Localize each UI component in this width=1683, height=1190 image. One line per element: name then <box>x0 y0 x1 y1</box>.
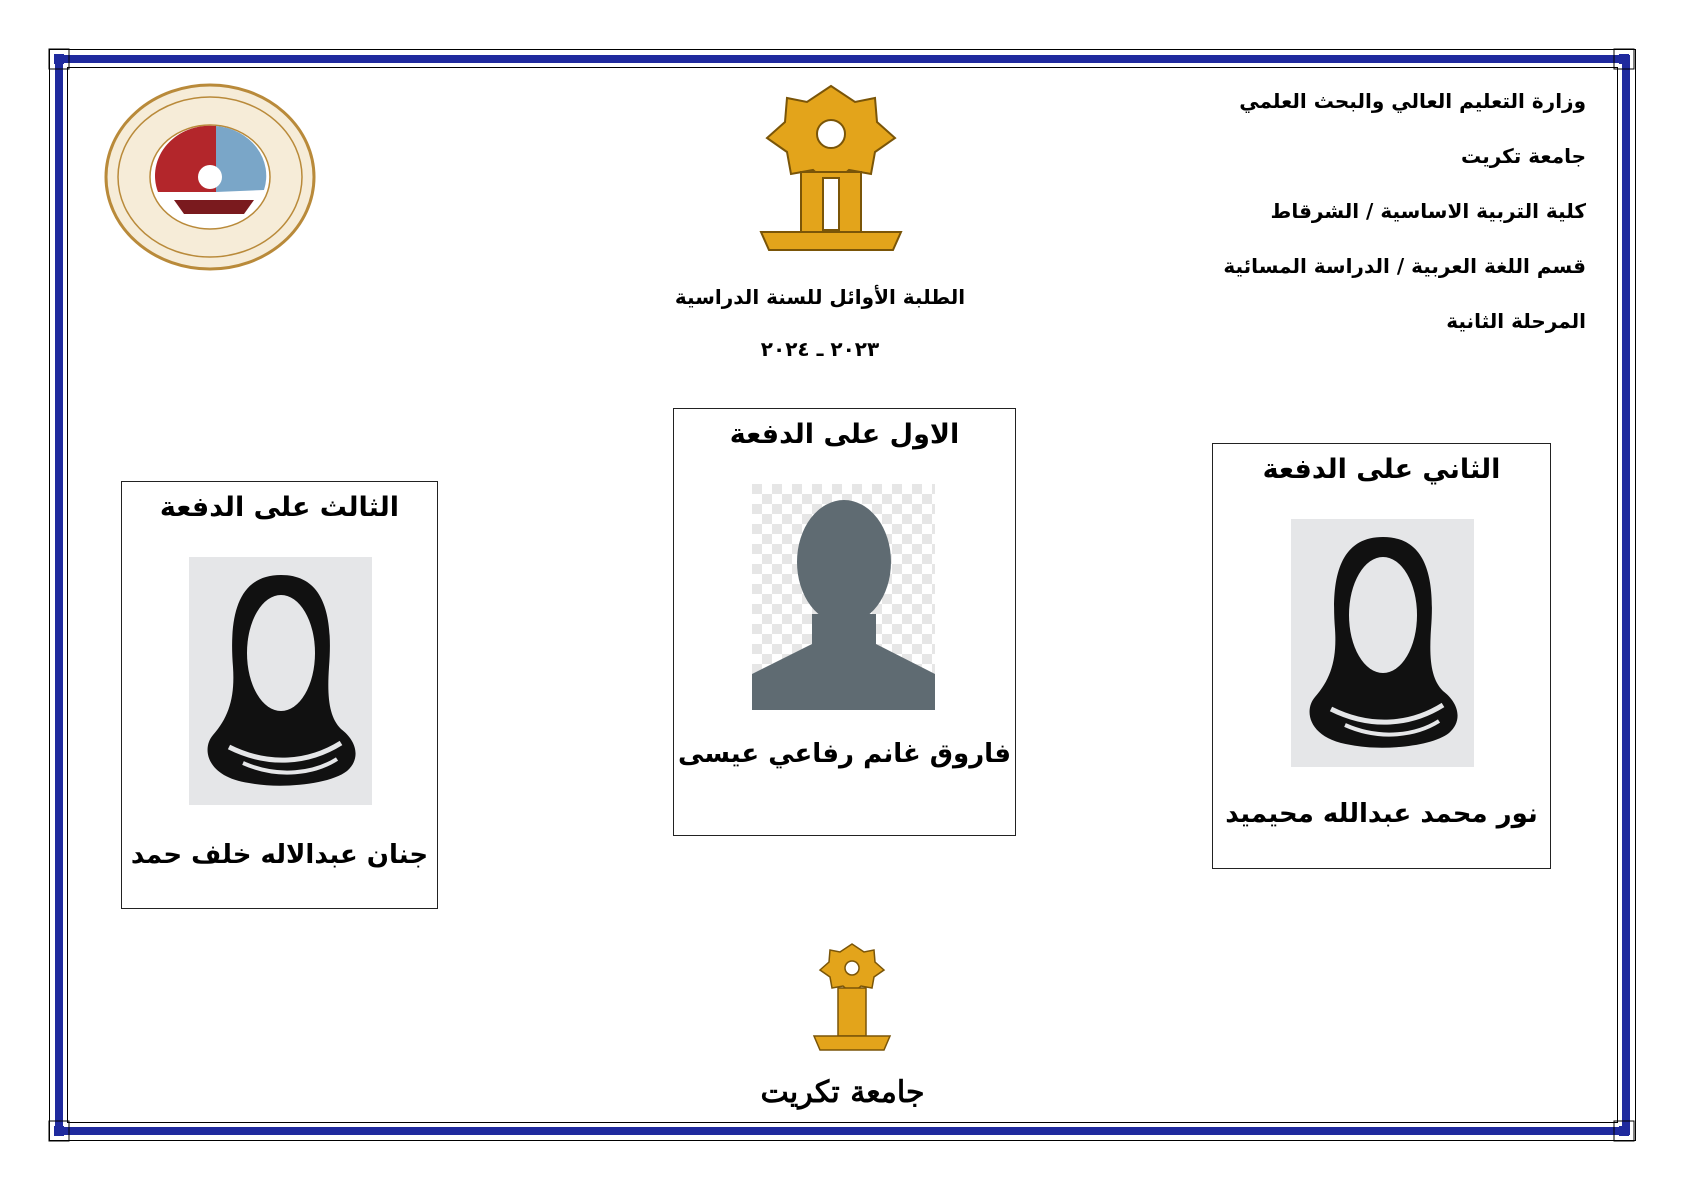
first-place-title: الاول على الدفعة <box>729 419 960 450</box>
second-place-title: الثاني على الدفعة <box>1262 454 1501 485</box>
academic-year: ٢٠٢٣ ـ ٢٠٢٤ <box>760 337 880 361</box>
header-block <box>1066 88 1586 363</box>
footer-university-logo <box>806 942 898 1057</box>
stage-line: المرحلة الثانية <box>1446 309 1586 333</box>
third-student-name: جنان عبدالاله خلف حمد <box>130 840 429 870</box>
corner-ornament-top-right <box>1611 46 1637 72</box>
first-student-photo <box>752 484 935 710</box>
first-student-name: فاروق غانم رفاعي عيسى <box>678 739 1011 769</box>
corner-ornament-bottom-left <box>46 1118 72 1144</box>
college-line: كلية التربية الاساسية / الشرقاط <box>1270 199 1586 223</box>
ministry-seal-logo <box>104 82 316 272</box>
second-student-name: نور محمد عبدالله محيميد <box>1225 799 1538 829</box>
ministry-line: وزارة التعليم العالي والبحث العلمي <box>1239 89 1586 113</box>
document-title: الطلبة الأوائل للسنة الدراسية <box>674 285 966 309</box>
first-place-card <box>673 408 1016 836</box>
corner-ornament-bottom-right <box>1611 1118 1637 1144</box>
third-place-card <box>121 481 438 909</box>
department-line: قسم اللغة العربية / الدراسة المسائية <box>1223 254 1586 278</box>
university-line: جامعة تكريت <box>1461 144 1586 168</box>
corner-ornament-top-left <box>46 46 72 72</box>
third-place-title: الثالث على الدفعة <box>159 492 400 523</box>
second-place-card <box>1212 443 1551 869</box>
tikrit-university-logo <box>725 82 937 267</box>
third-student-photo <box>189 557 372 805</box>
second-student-photo <box>1291 519 1474 767</box>
footer-university-name: جامعة تكريت <box>760 1075 925 1110</box>
